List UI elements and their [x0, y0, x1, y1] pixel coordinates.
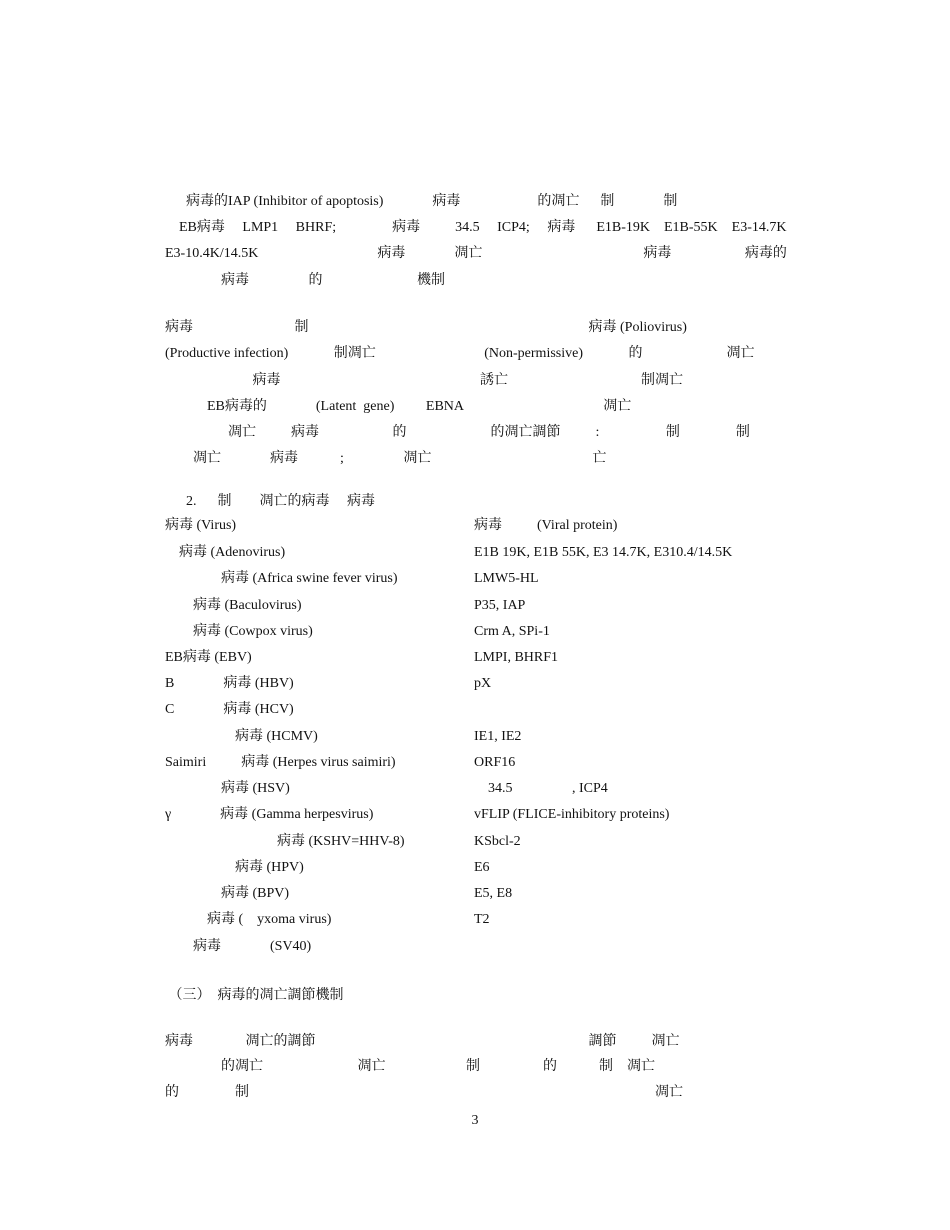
table-cell-protein: ORF16 [474, 755, 516, 770]
text-line: 病毒 制 病毒 (Poliovirus) [165, 320, 687, 335]
table-cell-virus: Saimiri 病毒 (Herpes virus saimiri) [165, 755, 396, 770]
table-cell-virus: 病毒 (HSV) [165, 781, 290, 796]
text-line: 凋亡 病毒 ; 凋亡 亡 [165, 451, 607, 466]
table-cell-protein: E5, E8 [474, 886, 513, 901]
table-cell-protein: P35, IAP [474, 598, 526, 613]
table-cell-protein: LMPI, BHRF1 [474, 650, 559, 665]
section-heading: 2. 制 凋亡的病毒 病毒 [165, 494, 375, 509]
table-cell-virus: 病毒 (KSHV=HHV-8) [165, 834, 405, 849]
text-line: 凋亡 病毒 的 的凋亡調節 : 制 制 [165, 425, 750, 440]
table-cell-virus: 病毒 (HPV) [165, 860, 304, 875]
text-line: E3-10.4K/14.5K 病毒 凋亡 病毒 病毒的 [165, 246, 787, 261]
table-cell-virus: 病毒 (Baculovirus) [165, 598, 302, 613]
table-header-protein: 病毒 (Viral protein) [474, 518, 618, 533]
table-cell-virus: 病毒 (SV40) [165, 939, 312, 954]
table-cell-protein: pX [474, 676, 492, 691]
table-cell-virus: EB病毒 (EBV) [165, 650, 252, 665]
table-cell-protein: KSbcl-2 [474, 834, 521, 849]
table-cell-protein: E1B 19K, E1B 55K, E3 14.7K, E310.4/14.5K [474, 545, 733, 560]
table-cell-virus: C 病毒 (HCV) [165, 702, 294, 717]
text-line: 的 制 凋亡 [165, 1085, 683, 1100]
table-cell-virus: 病毒 (Cowpox virus) [165, 624, 313, 639]
table-cell-protein: 34.5 , ICP4 [474, 781, 608, 796]
text-line: 的凋亡 凋亡 制 的 制 凋亡 [165, 1059, 655, 1074]
table-cell-protein: vFLIP (FLICE-inhibitory proteins) [474, 807, 670, 822]
text-line: 病毒 的 機制 [165, 273, 445, 288]
text-line: 病毒 誘亡 制凋亡 [165, 373, 683, 388]
page-number: 3 [471, 1113, 479, 1128]
text-line: EB病毒 LMP1 BHRF; 病毒 34.5 ICP4; 病毒 E1B-19K E1B-55K E3-14.7K [165, 220, 787, 235]
section-heading: （三） 病毒的凋亡調節機制 [165, 988, 344, 1003]
text-line: 病毒 凋亡的調節 調節 凋亡 [165, 1034, 680, 1049]
table-cell-protein: IE1, IE2 [474, 729, 522, 744]
table-cell-virus: 病毒 ( yxoma virus) [165, 912, 332, 927]
table-cell-virus: γ 病毒 (Gamma herpesvirus) [165, 807, 374, 822]
table-cell-virus: 病毒 (BPV) [165, 886, 290, 901]
table-cell-protein: E6 [474, 860, 490, 875]
table-cell-virus: 病毒 (Adenovirus) [165, 545, 286, 560]
text-line: EB病毒的 (Latent gene) EBNA 凋亡 [165, 399, 632, 414]
table-cell-virus: B 病毒 (HBV) [165, 676, 294, 691]
table-cell-protein: LMW5-HL [474, 571, 539, 586]
text-line: 病毒的IAP (Inhibitor of apoptosis) 病毒 的凋亡 制 制 [165, 194, 678, 209]
table-cell-protein: Crm A, SPi-1 [474, 624, 550, 639]
table-cell-virus: 病毒 (Africa swine fever virus) [165, 571, 398, 586]
table-cell-protein: T2 [474, 912, 490, 927]
table-header-virus: 病毒 (Virus) [165, 518, 237, 533]
text-line: (Productive infection) 制凋亡 (Non-permissive) 的 凋亡 [165, 346, 755, 361]
table-cell-virus: 病毒 (HCMV) [165, 729, 318, 744]
